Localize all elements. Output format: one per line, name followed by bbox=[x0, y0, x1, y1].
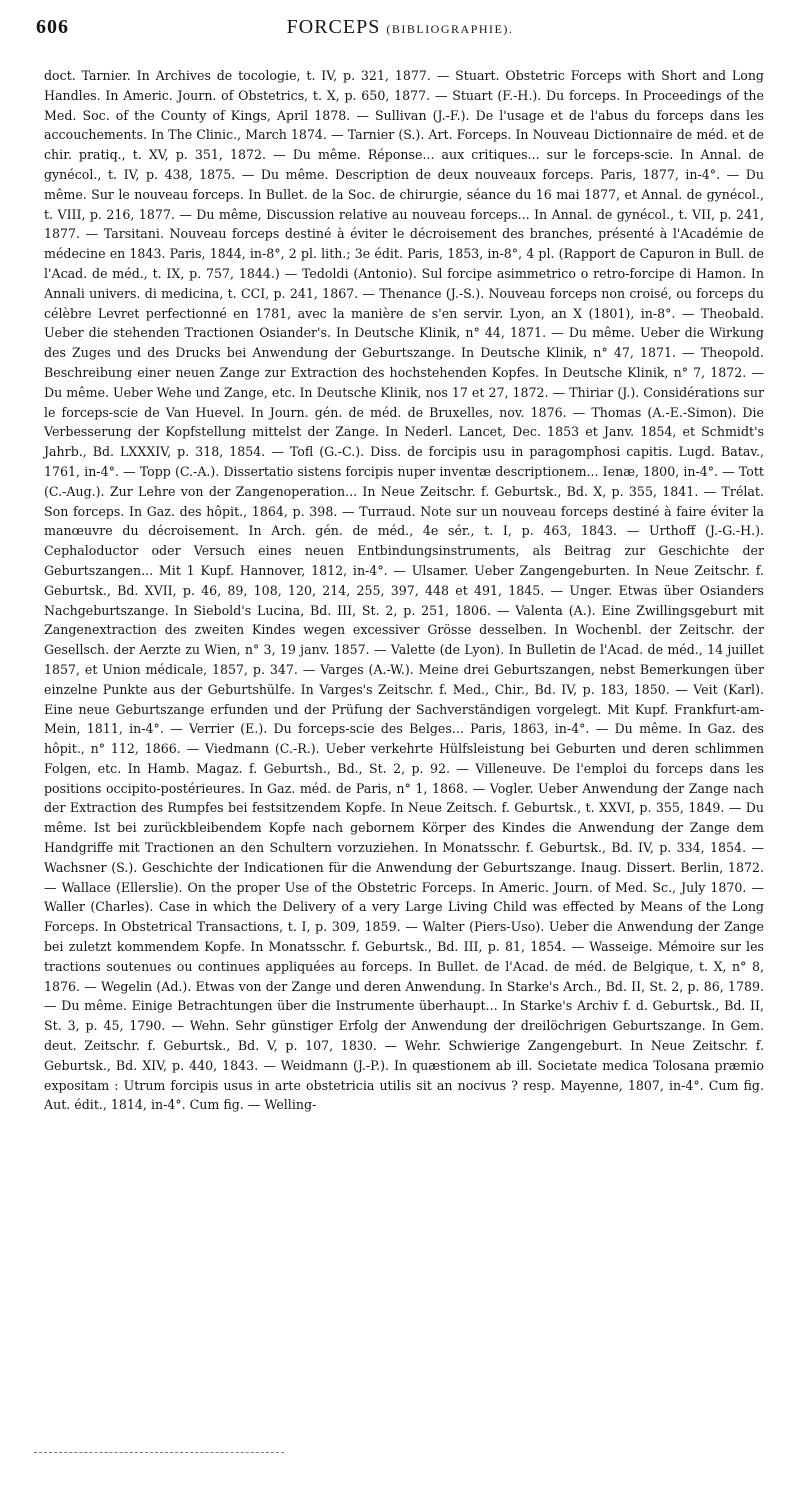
running-title bbox=[36, 16, 764, 39]
page-subtitle: (BIBLIOGRAPHIE). bbox=[386, 22, 514, 36]
footer-rule bbox=[34, 1452, 284, 1453]
page-number: 606 bbox=[36, 16, 69, 38]
running-header bbox=[36, 16, 764, 46]
page-title: FORCEPS bbox=[286, 16, 381, 38]
bibliography-text: doct. Tarnier. In Archives de tocologie, t. IV, p. 321, 1877. — Stuart. Obstetric Forceps with Short and Long Handles. In Americ. Journ. of Obstetrics, t. X, p. 650, 1877. — Stuart (F.-H.). Du forceps. In Proceedings of the Med. Soc. of the County of Kings, April 1878. — Sullivan (J.-F.). De l'usage et de l'abus du forceps dans les accouchements. In The Clinic., March 1874. — Tarnier (S.). Art. Forceps. In Nouveau Dictionnaire de méd. et de chir. pratiq., t. XV, p. 351, 1872. — Du même. Réponse... aux critiques... sur le forceps-scie. In Annal. de gynécol., t. IV, p. 438, 1875. — Du même. Description de deux nouveaux forceps. Paris, 1877, in-4°. — Du même. Sur le nouveau forceps. In Bullet. de la Soc. de chirurgie, séance du 16 mai 1877, et Annal. de gynécol., t. VIII, p. 216, 1877. — Du même, Discussion relative au nouveau forceps... In Annal. de gynécol., t. VII, p. 241, 1877. — Tarsitani. Nouveau forceps destiné à éviter le décroisement des branches, présenté à l'Académie de médecine en 1843. Paris, 1844, in-8°, 2 pl. lith.; 3e édit. Paris, 1853, in-8°, 4 pl. (Rapport de Capuron in Bull. de l'Acad. de méd., t. IX, p. 757, 1844.) — Tedoldi (Antonio). Sul forcipe asimmetrico o retro-forcipe di Hamon. In Annali univers. di medicina, t. CCI, p. 241, 1867. — Thenance (J.-S.). Nouveau forceps non croisé, ou forceps du célèbre Levret perfectionné en 1781, avec la manière de s'en servir. Lyon, an X (1801), in-8°. — Theobald. Ueber die stehenden Tractionen Osiander's. In Deutsche Klinik, n° 44, 1871. — Du même. Ueber die Wirkung des Zuges und des Drucks bei Anwendung der Geburtszange. In Deutsche Klinik, n° 47, 1871. — Theopold. Beschreibung einer neuen Zange zur Extraction des hochstehenden Kopfes. In Deutsche Klinik, n° 7, 1872. — Du même. Ueber Wehe und Zange, etc. In Deutsche Klinik, nos 17 et 27, 1872. — Thiriar (J.). Considérations sur le forceps-scie de Van Huevel. In Journ. gén. de méd. de Bruxelles, nov. 1876. — Thomas (A.-E.-Simon). Die Verbesserung der Kopfstellung mittelst der Zange. In Nederl. Lancet, Dec. 1853 et Janv. 1854, et Schmidt's Jahrb., Bd. LXXXIV, p. 318, 1854. — Tofl (G.-C.). Diss. de forcipis usu in paragomphosi capitis. Lugd. Batav., 1761, in-4°. — Topp (C.-A.). Dissertatio sistens forcipis nuper inventæ descriptionem... Ienæ, 1800, in-4°. — Tott (C.-Aug.). Zur Lehre von der Zangenoperation... In Neue Zeitschr. f. Geburtsk., Bd. X, p. 355, 1841. — Trélat. Son forceps. In Gaz. des hôpit., 1864, p. 398. — Turraud. Note sur un nouveau forceps destiné à faire éviter la manœuvre du décroisement. In Arch. gén. de méd., 4e sér., t. I, p. 463, 1843. — Urthoff (J.-G.-H.). Cephaloductor oder Versuch eines neuen Entbindungsinstruments, als Beitrag zur Geschichte der Geburtszangen... Mit 1 Kupf. Hannover, 1812, in-4°. — Ulsamer. Ueber Zangengeburten. In Neue Zeitschr. f. Geburtsk., Bd. XVII, p. 46, 89, 108, 120, 214, 255, 397, 448 et 491, 1845. — Unger. Etwas über Osianders Nachgeburtszange. In Siebold's Lucina, Bd. III, St. 2, p. 251, 1806. — Valenta (A.). Eine Zwillingsgeburt mit Zangenextraction des zweiten Kindes wegen excessiver Grösse desselben. In Wochenbl. der Zeitschr. der Gesellsch. der Aerzte zu Wien, n° 3, 19 janv. 1857. — Valette (de Lyon). In Bulletin de l'Acad. de méd., 14 juillet 1857, et Union médicale, 1857, p. 347. — Varges (A.-W.). Meine drei Geburtszangen, nebst Bemerkungen über einzelne Punkte aus der Geburtshülfe. In Varges's Zeitschr. f. Med., Chir., Bd. IV, p. 183, 1850. — Veit (Karl). Eine neue Geburtszange erfunden und der Prüfung der Sachverständigen vorgelegt. Mit Kupf. Frankfurt-am-Mein, 1811, in-4°. — Verrier (E.). Du forceps-scie des Belges... Paris, 1863, in-4°. — Du même. In Gaz. des hôpit., n° 112, 1866. — Viedmann (C.-R.). Ueber verkehrte Hülfsleistung bei Geburten und deren schlimmen Folgen, etc. In Hamb. Magaz. f. Geburtsh., Bd., St. 2, p. 92. — Villeneuve. De l'emploi du forceps dans les positions occipito-postérieures. In Gaz. méd. de Paris, n° 1, 1868. — Vogler. Ueber Anwendung der Zange nach der Extraction des Rumpfes bei festsitzendem Kopfe. In Neue Zeitsch. f. Geburtsk., t. XXVI, p. 355, 1849. — Du même. Ist bei zurückbleibendem Kopfe nach gebornem Körper des Kindes die Anwendung der Zange dem Handgriffe mit Tractionen an den Schultern vorzuziehen. In Monatsschr. f. Geburtsk., Bd. IV, p. 334, 1854. — Wachsner (S.). Geschichte der Indicationen für die Anwendung der Geburtszange. Inaug. Dissert. Berlin, 1872. — Wallace (Ellerslie). On the proper Use of the Obstetric Forceps. In Americ. Journ. of Med. Sc., July 1870. — Waller (Charles). Case in which the Delivery of a very Large Living Child was effected by Means of the Long Forceps. In Obstetrical Transactions, t. I, p. 309, 1859. — Walter (Piers-Uso). Ueber die Anwendung der Zange bei zuletzt kommendem Kopfe. In Monatsschr. f. Geburtsk., Bd. III, p. 81, 1854. — Wasseige. Mémoire sur les tractions soutenues ou continues appliquées au forceps. In Bullet. de l'Acad. de méd. de Belgique, t. X, n° 8, 1876. — Wegelin (Ad.). Etwas von der Zange und deren Anwendung. In Starke's Arch., Bd. II, St. 2, p. 86, 1789. — Du même. Einige Betrachtungen über die Instrumente überhaupt... In Starke's Archiv f. d. Geburtsk., Bd. II, St. 3, p. 45, 1790. — Wehn. Sehr günstiger Erfolg der Anwendung der dreilöchrigen Geburtszange. In Gem. deut. Zeitschr. f. Geburtsk., Bd. V, p. 107, 1830. — Wehr. Schwierige Zangengeburt. In Neue Zeitschr. f. Geburtsk., Bd. XIV, p. 440, 1843. — Weidmann (J.-P.). In quæstionem ab ill. Societate medica Tolosana præmio expositam : Utrum forcipis usus in arte obstetricia utilis sit an nocivus ? resp. Mayenne, 1807, in-4°. Cum fig. Aut. édit., 1814, in-4°. Cum fig. — Welling- bbox=[44, 68, 764, 1113]
